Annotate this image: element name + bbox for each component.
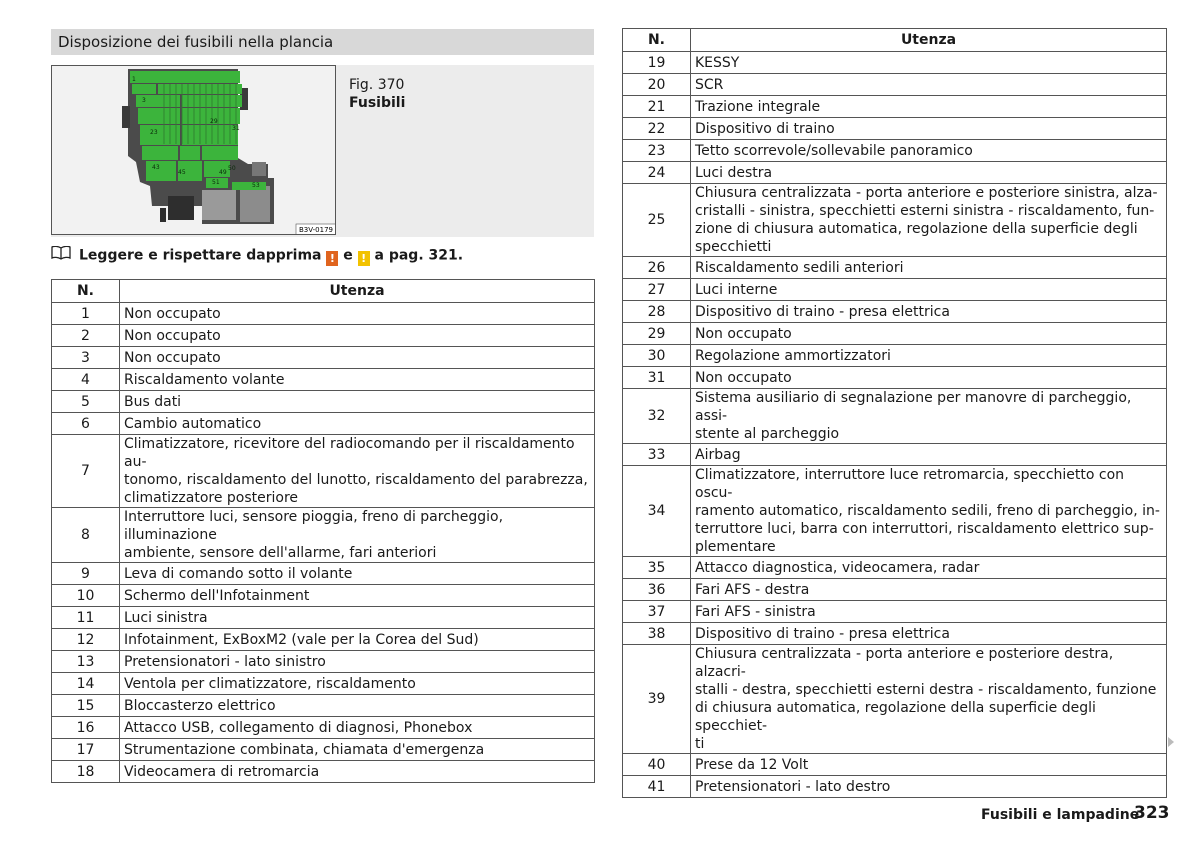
figure-title: Fusibili [349,95,406,111]
col-header-use: Utenza [691,29,1167,52]
fuse-use-line: ramento automatico, riscaldamento sedili, freno di parcheggio, in- [695,503,1160,519]
fuse-use: Pretensionatori - lato sinistro [120,651,595,673]
fuse-label: 29 [210,118,218,125]
fuse-use [691,389,1167,444]
fuse-table-left [51,279,595,783]
fuse-number: 29 [623,323,691,345]
fuse-number: 25 [623,184,691,257]
warning-red-icon[interactable]: ! [326,251,338,266]
fuse-number: 18 [52,761,120,783]
table-row [52,347,595,369]
figure-code: B3V-0179 [299,226,333,234]
fuse-number: 36 [623,579,691,601]
fuse-number: 16 [52,717,120,739]
table-row [52,325,595,347]
table-row [52,563,595,585]
fuse-use: Riscaldamento volante [120,369,595,391]
fuse-use: Attacco diagnostica, videocamera, radar [691,557,1167,579]
fuse-use [691,466,1167,557]
fuse-use: Non occupato [120,303,595,325]
table-row [623,118,1167,140]
fuse-use: Infotainment, ExBoxM2 (vale per la Corea del Sud) [120,629,595,651]
figure-number: Fig. 370 [349,77,405,93]
table-row [52,651,595,673]
fuse-label: 3 [142,97,146,104]
fuse-number: 4 [52,369,120,391]
fuse-use: SCR [691,74,1167,96]
note-page-link[interactable]: a pag. 321. [374,247,464,264]
fuse-number: 20 [623,74,691,96]
fuse-use: Tetto scorrevole/sollevabile panoramico [691,140,1167,162]
book-icon [51,246,71,265]
fuse-number: 8 [52,508,120,563]
table-row [52,739,595,761]
fuse-use-line: Climatizzatore, interruttore luce retromarcia, specchietto con oscu- [695,467,1125,501]
fuse-label: 49 [219,169,227,176]
fuse-use: Videocamera di retromarcia [120,761,595,783]
table-row [52,629,595,651]
table-row [623,601,1167,623]
fuse-use-line: Sistema ausiliario di segnalazione per manovre di parcheggio, assi- [695,390,1132,424]
fuse-label: 53 [252,182,260,189]
fuse-use [120,435,595,508]
fuse-number: 41 [623,776,691,798]
fuse-use-line: terruttore luci, barra con interruttori, riscaldamento elettrico sup- [695,521,1154,537]
fuse-use-line: stalli - destra, specchietti esterni destra - riscaldamento, funzione [695,682,1157,698]
fuse-number: 26 [623,257,691,279]
fuse-number: 40 [623,754,691,776]
fuse-use: Non occupato [120,325,595,347]
fuse-use: Bloccasterzo elettrico [120,695,595,717]
table-row [623,345,1167,367]
fuse-use: Luci sinistra [120,607,595,629]
fuse-use: Fari AFS - destra [691,579,1167,601]
page-number: 323 [1134,803,1170,823]
table-row [623,96,1167,118]
col-header-use: Utenza [120,280,595,303]
fuse-use: Luci interne [691,279,1167,301]
table-row [623,301,1167,323]
fuse-use-line: climatizzatore posteriore [124,490,299,506]
fuse-use-line: stente al parcheggio [695,426,840,442]
fuse-use-line: ambiente, sensore dell'allarme, fari anteriori [124,545,437,561]
fuse-label: 31 [232,125,240,132]
note-conj: e [343,247,353,264]
table-row [623,579,1167,601]
fuse-number: 2 [52,325,120,347]
fuse-number: 35 [623,557,691,579]
table-row [52,673,595,695]
caution-yellow-icon[interactable]: ! [358,251,370,266]
fuse-use-line: Chiusura centralizzata - porta anteriore e posteriore destra, alzacri- [695,646,1114,680]
figure-caption [349,76,405,112]
fuse-use: Riscaldamento sedili anteriori [691,257,1167,279]
fuse-use: Strumentazione combinata, chiamata d'emergenza [120,739,595,761]
fuse-diagram [51,65,336,235]
table-row [623,184,1167,257]
fuse-use: Leva di comando sotto il volante [120,563,595,585]
fuse-number: 13 [52,651,120,673]
fuse-number: 19 [623,52,691,74]
fuse-number: 12 [52,629,120,651]
table-row [623,140,1167,162]
table-row [52,369,595,391]
fuse-use [120,508,595,563]
fuse-label: 45 [178,169,186,176]
fuse-number: 14 [52,673,120,695]
fuse-number: 34 [623,466,691,557]
fuse-use: Ventola per climatizzatore, riscaldamento [120,673,595,695]
table-row [623,776,1167,798]
fuse-use-line: tonomo, riscaldamento del lunotto, riscaldamento del parabrezza, [124,472,588,488]
fuse-use: Dispositivo di traino [691,118,1167,140]
fuse-number: 22 [623,118,691,140]
fuse-number: 27 [623,279,691,301]
fuse-label: 51 [212,179,220,186]
fuse-number: 33 [623,444,691,466]
col-header-number: N. [623,29,691,52]
fuse-use-line: di chiusura automatica, regolazione della superficie degli specchiet- [695,700,1096,734]
fuse-use-line: specchietti [695,239,772,255]
fuse-number: 17 [52,739,120,761]
fuse-use-line: zione di chiusura automatica, regolazione della superficie degli [695,221,1138,237]
fuse-number: 3 [52,347,120,369]
fuse-use: KESSY [691,52,1167,74]
table-row [623,389,1167,444]
fuse-number: 7 [52,435,120,508]
fuse-use-line: Chiusura centralizzata - porta anteriore e posteriore sinistra, alza- [695,185,1158,201]
fuse-label: 1 [132,76,136,83]
fuse-number: 31 [623,367,691,389]
fuse-number: 23 [623,140,691,162]
fuse-number: 11 [52,607,120,629]
fuse-number: 6 [52,413,120,435]
fuse-number: 30 [623,345,691,367]
table-row [623,754,1167,776]
fuse-use: Regolazione ammortizzatori [691,345,1167,367]
table-row [623,162,1167,184]
fuse-table-right [622,28,1167,798]
fuse-use: Airbag [691,444,1167,466]
fuse-label: 23 [150,129,158,136]
table-row [623,557,1167,579]
fuse-number: 28 [623,301,691,323]
table-row [623,279,1167,301]
fuse-use: Prese da 12 Volt [691,754,1167,776]
table-row [52,607,595,629]
fuse-number: 10 [52,585,120,607]
note-text-before: Leggere e rispettare dapprima [79,247,322,264]
fuse-use-line: ti [695,736,705,752]
table-row [52,303,595,325]
table-row [52,761,595,783]
fuse-use: Schermo dell'Infotainment [120,585,595,607]
fuse-use: Bus dati [120,391,595,413]
table-row [52,508,595,563]
table-row [623,74,1167,96]
fuse-number: 24 [623,162,691,184]
fuse-use: Trazione integrale [691,96,1167,118]
fuse-number: 5 [52,391,120,413]
table-row [52,435,595,508]
fuse-label: 43 [152,164,160,171]
section-title: Disposizione dei fusibili nella plancia [51,29,594,55]
fuse-use: Attacco USB, collegamento di diagnosi, Phonebox [120,717,595,739]
fuse-number: 15 [52,695,120,717]
table-row [623,257,1167,279]
col-header-number: N. [52,280,120,303]
fuse-use: Non occupato [120,347,595,369]
table-row [52,585,595,607]
fuse-use: Pretensionatori - lato destro [691,776,1167,798]
fuse-use-line: cristalli - sinistra, specchietti esterni sinistra - riscaldamento, fun- [695,203,1155,219]
read-note [51,246,463,266]
fuse-use [691,184,1167,257]
table-row [623,645,1167,754]
table-row [623,466,1167,557]
table-row [623,444,1167,466]
table-row [52,391,595,413]
fuse-use: Non occupato [691,323,1167,345]
fuse-use: Cambio automatico [120,413,595,435]
fuse-use-line: Climatizzatore, ricevitore del radiocomando per il riscaldamento au- [124,436,575,470]
fuse-use: Luci destra [691,162,1167,184]
table-row [623,323,1167,345]
table-row [623,367,1167,389]
fuse-box-illustration [52,66,335,234]
continue-arrow-icon [1168,737,1174,747]
table-row [52,413,595,435]
fuse-number: 39 [623,645,691,754]
fuse-use [691,645,1167,754]
fuse-use: Non occupato [691,367,1167,389]
fuse-number: 37 [623,601,691,623]
fuse-number: 32 [623,389,691,444]
table-row [623,52,1167,74]
footer-section-title: Fusibili e lampadine [981,807,1140,823]
table-row [623,623,1167,645]
table-row [52,695,595,717]
figure-panel [51,65,594,237]
table-row [52,717,595,739]
fuse-use: Dispositivo di traino - presa elettrica [691,301,1167,323]
fuse-number: 9 [52,563,120,585]
fuse-use: Fari AFS - sinistra [691,601,1167,623]
fuse-number: 38 [623,623,691,645]
fuse-use-line: Interruttore luci, sensore pioggia, freno di parcheggio, illuminazione [124,509,504,543]
fuse-number: 1 [52,303,120,325]
fuse-use-line: plementare [695,539,776,555]
fuse-label: 50 [228,165,236,172]
fuse-number: 21 [623,96,691,118]
fuse-use: Dispositivo di traino - presa elettrica [691,623,1167,645]
